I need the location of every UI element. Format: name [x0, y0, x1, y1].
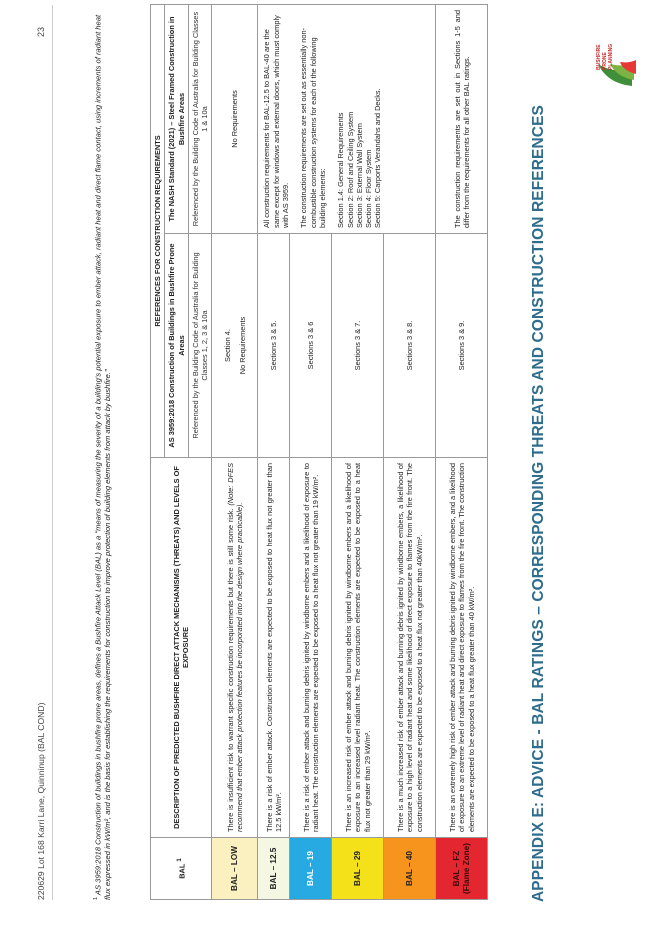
- bal-rating-cell: BAL – 19: [290, 838, 332, 900]
- sub-header-as3959: Referenced by the Building Code of Australia for Building Classes 1, 2, 3 & 10a: [188, 234, 212, 458]
- list-item: Section 1.4: General Requirements: [336, 112, 346, 228]
- bal-rating-cell: BAL – 29: [332, 838, 384, 900]
- header-bal: BAL $^1$: [151, 838, 212, 900]
- as3959-cell: Sections 3 & 7.: [332, 234, 384, 458]
- as3959-cell: Sections 3 & 5.: [258, 234, 290, 458]
- header-nash: The NASH Standard (2021) – Steel Framed Construction in Bushfire Areas: [165, 4, 189, 233]
- nash-cell-bal-12-5-to-40: All construction requirements for BAL-12.5 to BAL-40 are the same except for windows and external doors, which must comply with AS 3959. The construction requirements are set out as essentially non-combustible construction systems for each of the following building elements: Section 1.4: General Requirements Section 2: Roof and Ceiling System Section 3: External Wall System Section 4: Floor System Section 5: Carports Verandahs and Decks.: [258, 4, 436, 233]
- list-item: Section 3: External Wall System: [354, 123, 364, 228]
- header-description: DESCRIPTION OF PREDICTED BUSHFIRE DIRECT ATTACK MECHANISMS (THREATS) AND LEVELS OF EXPOSURE: [151, 458, 212, 838]
- bal-rating-cell: BAL – 12.5: [258, 838, 290, 900]
- as3959-cell: Sections 3 & 9.: [436, 234, 488, 458]
- description-cell: There is a risk of ember attack. Construction elements are expected to be exposed to heat flux not greater than 12.5 kW/m².: [258, 458, 290, 838]
- list-item: Section 2: Roof and Ceiling System: [345, 111, 355, 228]
- as3959-cell: Sections 3 & 8.: [384, 234, 436, 458]
- nash-cell: The construction requirements are set out in Sections 1-5 and differ from the requirements for all other BAL ratings.: [436, 4, 488, 233]
- logo-text: BUSHFIRE PRONE PLANNING: [596, 43, 614, 70]
- bal-rating-cell: BAL – 40: [384, 838, 436, 900]
- bal-ratings-table: [150, 4, 488, 900]
- page-number: 23: [36, 26, 46, 37]
- header-references: REFERENCES FOR CONSTRUCTION REQUIREMENTS: [151, 4, 165, 457]
- description-cell: There is a much increased risk of ember attack and burning debris ignited by windborne embers, a likelihood of exposure to a high level of radiant heat and some likelihood of direct exposure to flames from the fire front. The construction elements are expected to be exposed to a heat flux not greater than 40kW/m².: [384, 458, 436, 838]
- as3959-cell: Section 4. No Requirements: [212, 234, 258, 458]
- table-row: [436, 4, 488, 899]
- list-item: Section 5: Carports Verandahs and Decks.: [373, 88, 383, 228]
- bal-rating-cell: BAL – LOW: [212, 838, 258, 900]
- description-cell: There is an increased risk of ember attack and burning debris ignited by windborne embers and a likelihood of exposure to an increased level radiant heat. The construction elements are expected to be exposed to a heat flux not greater than 29 kW/m².: [332, 458, 384, 838]
- page-title: APPENDIX E: ADVICE - BAL RATINGS – CORRESPONDING THREATS AND CONSTRUCTION REFERENCES: [530, 105, 547, 902]
- sub-header-nash: Referenced by the Building Code of Australia for Building Classes 1 & 10a: [188, 4, 212, 233]
- description-cell: There is insufficient risk to warrant specific construction requirements but there is still some risk. (Note: DFES recommend that ember attack protection features be incorporated into the design where practicable).: [212, 458, 258, 838]
- header-as3959: AS 3959:2018 Construction of Buildings in Bushfire Prone Areas: [165, 234, 189, 458]
- table-row: [212, 4, 258, 899]
- description-cell: There is a risk of ember attack and burning debris ignited by windborne embers and a likelihood of exposure to radiant heat. The construction elements are expected to be exposed to a heat flux not greater than 19 kW/m².: [290, 458, 332, 838]
- table-row: [258, 4, 290, 899]
- nash-cell: No Requirements: [212, 4, 258, 233]
- bal-rating-cell: BAL – FZ (Flame Zone): [436, 838, 488, 900]
- description-cell: There is an extremely high risk of ember attack and burning debris ignited by windborne embers, and a likelihood of exposure to an extreme level of radiant heat and direct exposure to flames from the fire front. The construction elements are expected to be exposed to a heat flux greater than 40 kW/m².: [436, 458, 488, 838]
- footer-document-reference: 220629 Lot 168 Karri Lane, Quinninup (BAL COND): [36, 702, 46, 900]
- footnote: $^1$ AS 3959:2018 Construction of buildings in bushfire prone areas, defines a Bushfire Attack Level (BAL) as a "means of measuring the severity of a building's potential exposure to ember attack, radiant heat and direct flame contact, using increments of radiant heat flux expressed in kW/m², and is the basis for establishing the requirements for construction to improve protection of building elements from attack by bushfire.": [93, 14, 113, 900]
- as3959-cell: Sections 3 & 6: [290, 234, 332, 458]
- footer-divider: [52, 5, 53, 900]
- list-item: Section 4: Floor System: [364, 149, 374, 228]
